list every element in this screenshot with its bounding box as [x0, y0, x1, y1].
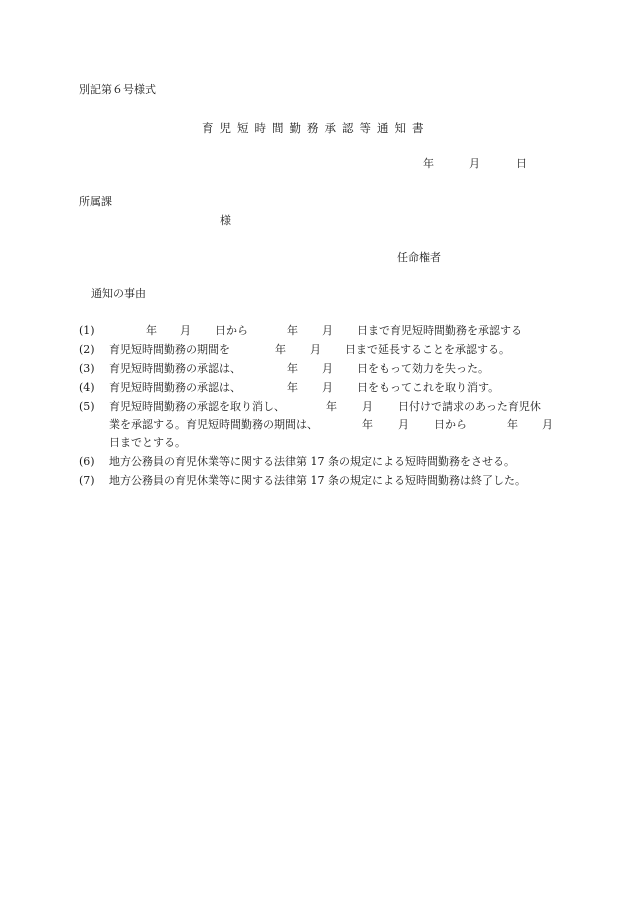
- item-text: 日まで育児短時間勤務を承認する: [357, 324, 522, 337]
- item-text: 年: [275, 343, 286, 356]
- item-text: 日付けで請求のあった育児休: [398, 400, 541, 413]
- item-number: (6): [79, 455, 95, 468]
- item-number: (2): [79, 343, 95, 356]
- item-text: 年: [287, 362, 298, 375]
- list-item-continuation: [0, 435, 630, 450]
- item-text: 日までとする。: [109, 436, 186, 449]
- item-text: 日から: [215, 324, 248, 337]
- item-text: 育児短時間勤務の承認は、: [109, 381, 241, 394]
- item-text: 月: [310, 343, 321, 356]
- item-number: (5): [79, 400, 95, 413]
- item-text: 年: [287, 324, 298, 337]
- item-text: 年: [507, 418, 518, 431]
- reason-heading: 通知の事由: [91, 287, 146, 300]
- item-text: 育児短時間勤務の承認は、: [109, 362, 241, 375]
- item-text: 年: [287, 381, 298, 394]
- department-label: 所属課: [79, 195, 112, 208]
- list-item: [0, 473, 630, 488]
- list-item-continuation: [0, 417, 630, 432]
- date-year: 年: [423, 157, 434, 170]
- document-title: 育児短時間勤務承認等通知書: [202, 121, 430, 135]
- item-number: (7): [79, 474, 95, 487]
- honorific: 様: [220, 214, 231, 227]
- item-text: 年: [146, 324, 157, 337]
- item-text: 育児短時間勤務の期間を: [109, 343, 230, 356]
- item-text: 月: [542, 418, 553, 431]
- item-text: 日まで延長することを承認する。: [345, 343, 510, 356]
- list-item: [0, 342, 630, 357]
- date-month: 月: [469, 157, 480, 170]
- form-number: 別記第６号様式: [79, 83, 156, 96]
- appointing-authority: 任命権者: [397, 251, 441, 264]
- list-item: [0, 323, 630, 338]
- item-number: (3): [79, 362, 95, 375]
- item-number: (1): [79, 324, 95, 337]
- item-text: 地方公務員の育児休業等に関する法律第 17 条の規定による短時間勤務は終了した。: [109, 474, 526, 487]
- item-number: (4): [79, 381, 95, 394]
- item-text: 月: [322, 362, 333, 375]
- list-item: [0, 361, 630, 376]
- date-line: [0, 156, 630, 171]
- item-text: 月: [398, 418, 409, 431]
- date-day: 日: [516, 157, 527, 170]
- item-text: 日をもってこれを取り消す。: [357, 381, 500, 394]
- item-text: 日をもって効力を失った。: [357, 362, 489, 375]
- item-text: 日から: [434, 418, 467, 431]
- item-text: 年: [362, 418, 373, 431]
- item-text: 月: [322, 381, 333, 394]
- item-text: 月: [180, 324, 191, 337]
- item-text: 地方公務員の育児休業等に関する法律第 17 条の規定による短時間勤務をさせる。: [109, 455, 515, 468]
- list-item: [0, 454, 630, 469]
- item-text: 年: [326, 400, 337, 413]
- item-text: 業を承認する。育児短時間勤務の期間は、: [109, 418, 318, 431]
- item-text: 月: [362, 400, 373, 413]
- item-text: 育児短時間勤務の承認を取り消し、: [109, 400, 285, 413]
- item-text: 月: [322, 324, 333, 337]
- list-item: [0, 399, 630, 414]
- list-item: [0, 380, 630, 395]
